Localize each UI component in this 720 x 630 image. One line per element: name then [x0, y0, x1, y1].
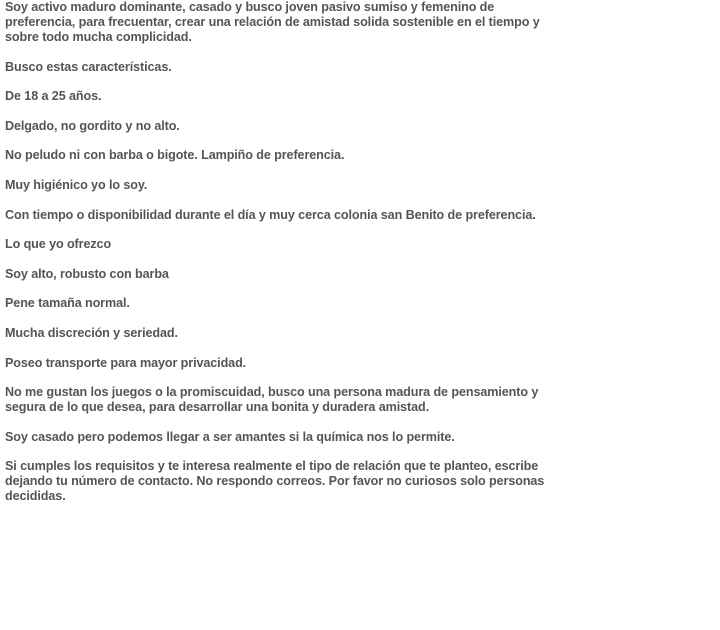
- ad-text-body: [5, 0, 567, 519]
- paragraph-seeking-header: Busco estas características.: [5, 59, 172, 74]
- paragraph-intro: Soy activo maduro dominante, casado y busco joven pasivo sumiso y femenino de preferencia, para frecuentar, crear una relación de amistad solida sostenible en el tiempo y sobre todo mucha complicidad.: [5, 0, 540, 44]
- paragraph-discretion: Mucha discreción y seriedad.: [5, 325, 178, 340]
- paragraph-transport: Poseo transporte para mayor privacidad.: [5, 355, 247, 370]
- paragraph-build: Delgado, no gordito y no alto.: [5, 118, 180, 133]
- paragraph-self-description: Soy alto, robusto con barba: [5, 266, 169, 281]
- paragraph-hair: No peludo ni con barba o bigote. Lampiño de preferencia.: [5, 148, 345, 163]
- paragraph-availability: Con tiempo o disponibilidad durante el día y muy cerca colonia san Benito de preferencia.: [5, 207, 536, 222]
- paragraph-contact-instructions: Si cumples los requisitos y te interesa realmente el tipo de relación que te planteo, escribe dejando tu número de contacto. No respondo correos. Por favor no curiosos solo personas decididas.: [5, 459, 545, 504]
- paragraph-hygiene: Muy higiénico yo lo soy.: [5, 177, 148, 192]
- paragraph-age: De 18 a 25 años.: [5, 89, 102, 104]
- paragraph-preferences: No me gustan los juegos o la promiscuidad, busco una persona madura de pensamiento y segura de lo que desea, para desarrollar una bonita y duradera amistad.: [5, 385, 539, 415]
- paragraph-offer-header: Lo que yo ofrezco: [5, 237, 112, 252]
- paragraph-size: Pene tamaña normal.: [5, 296, 130, 311]
- paragraph-status: Soy casado pero podemos llegar a ser amantes si la química nos lo permite.: [5, 429, 455, 444]
